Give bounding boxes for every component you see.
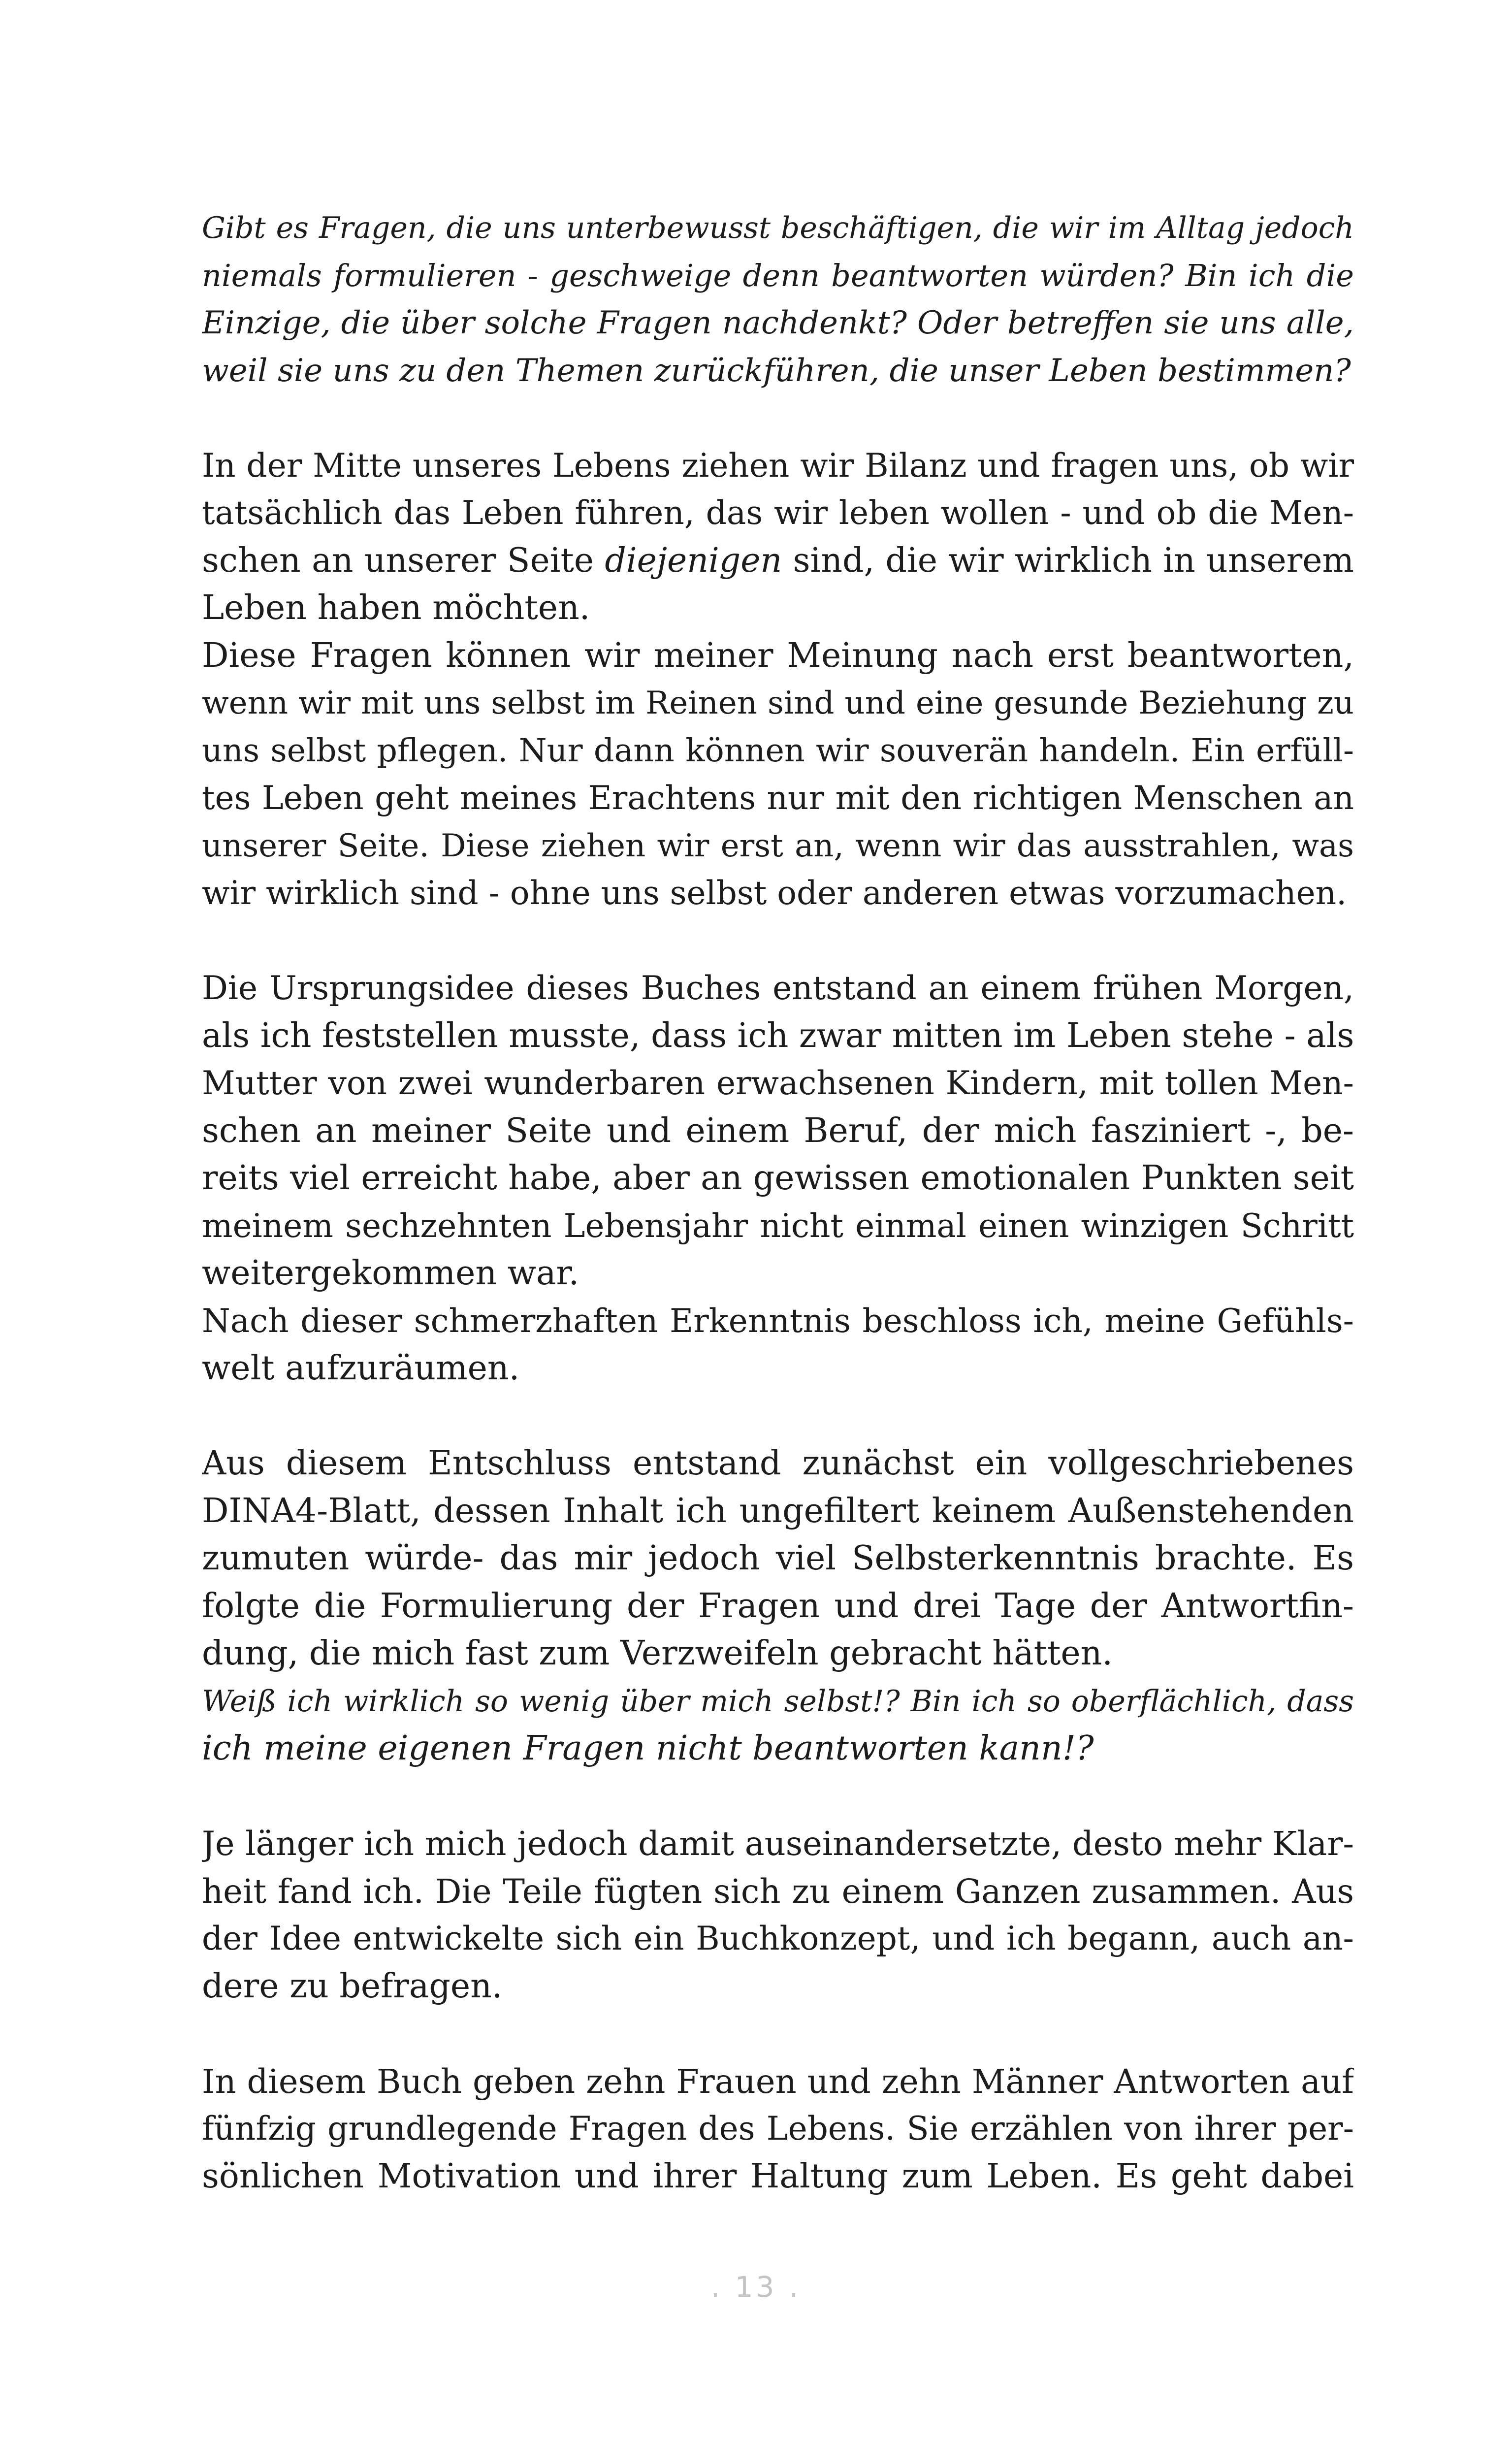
text-line: als ich feststellen musste, dass ich zwar mitten im Leben stehe - als	[202, 1016, 1354, 1055]
text-line: Die Ursprungsidee dieses Buches entstand an einem frühen Morgen,	[202, 969, 1354, 1007]
paragraph-p4	[202, 965, 1354, 1298]
text-line: welt aufzuräumen.	[202, 1349, 520, 1388]
text-line: wenn wir mit uns selbst im Reinen sind und eine gesunde Beziehung zu	[202, 685, 1354, 721]
page-number: . 13 .	[710, 2270, 802, 2304]
text-line: ich meine eigenen Fragen nicht beantworten kann!?	[202, 1729, 1094, 1768]
paragraph-p2	[202, 442, 1354, 632]
text-line: tatsächlich das Leben führen, das wir leben wollen - und ob die Men-	[202, 494, 1354, 532]
text-run: schen an unserer Seite	[202, 541, 605, 580]
text-line: Je länger ich mich jedoch damit auseinandersetzte, desto mehr Klar-	[202, 1824, 1354, 1863]
text-line: dere zu befragen.	[202, 1966, 503, 2006]
text-line: weil sie uns zu den Themen zurückführen, die unser Leben bestimmen?	[202, 352, 1351, 389]
text-line: heit fand ich. Die Teile fügten sich zu einem Ganzen zusammen. Aus	[202, 1872, 1354, 1911]
text-line: Diese Fragen können wir meiner Meinung nach erst beantworten,	[202, 636, 1354, 675]
paragraph-p1	[202, 204, 1354, 394]
paragraph-p3	[202, 632, 1354, 917]
text-line: Leben haben möchten.	[202, 588, 590, 627]
text-line: weitergekommen war.	[202, 1254, 579, 1293]
text-line: meinem sechzehnten Lebensjahr nicht einmal einen winzigen Schritt	[202, 1206, 1354, 1245]
text-line: schen an meiner Seite und einem Beruf, der mich fasziniert -, be-	[202, 1111, 1354, 1150]
text-line: Aus diesem Entschluss entstand zunächst ein vollgeschriebenes	[202, 1444, 1354, 1483]
text-line: zumuten würde- das mir jedoch viel Selbsterkenntnis brachte. Es	[202, 1539, 1354, 1578]
text-line: Einzige, die über solche Fragen nachdenkt? Oder betreffen sie uns alle,	[202, 305, 1354, 341]
text-line: dung, die mich fast zum Verzweifeln gebracht hätten.	[202, 1634, 1113, 1673]
text-line: Nach dieser schmerzhaften Erkenntnis beschloss ich, meine Gefühls-	[202, 1302, 1354, 1340]
body-text	[202, 204, 1354, 2200]
paragraph-p6	[202, 1440, 1354, 1678]
text-line: folgte die Formulierung der Fragen und drei Tage der Antwortfin-	[202, 1586, 1354, 1626]
paragraph-gap	[202, 917, 1354, 965]
text-line	[202, 537, 1354, 585]
paragraph-gap	[202, 1393, 1354, 1440]
text-line: fünfzig grundlegende Fragen des Lebens. Sie erzählen von ihrer per-	[202, 2110, 1354, 2148]
paragraph-p8	[202, 1820, 1354, 2010]
paragraph-p9	[202, 2058, 1354, 2201]
paragraph-p7	[202, 1678, 1354, 1773]
text-line: wir wirklich sind - ohne uns selbst oder anderen etwas vorzumachen.	[202, 874, 1347, 912]
text-line: Gibt es Fragen, die uns unterbewusst beschäftigen, die wir im Alltag jedoch	[202, 211, 1354, 245]
text-line: sönlichen Motivation und ihrer Haltung zum Leben. Es geht dabei	[202, 2156, 1354, 2196]
text-line: In diesem Buch geben zehn Frauen und zehn Männer Antworten auf	[202, 2062, 1354, 2101]
text-line: In der Mitte unseres Lebens ziehen wir Bilanz und fragen uns, ob wir	[202, 446, 1354, 485]
paragraph-gap	[202, 2010, 1354, 2058]
text-line: uns selbst pflegen. Nur dann können wir souverän handeln. Ein erfüll-	[202, 732, 1354, 769]
text-line: Weiß ich wirklich so wenig über mich selbst!? Bin ich so oberflächlich, dass	[202, 1684, 1354, 1719]
paragraph-gap	[202, 1773, 1354, 1821]
text-run: sind, die wir wirklich in unserem	[782, 541, 1354, 580]
text-line: der Idee entwickelte sich ein Buchkonzept, und ich begann, auch an-	[202, 1920, 1354, 1957]
paragraph-p5	[202, 1298, 1354, 1393]
text-line: Mutter von zwei wunderbaren erwachsenen Kindern, mit tollen Men-	[202, 1064, 1354, 1102]
paragraph-gap	[202, 394, 1354, 442]
text-line: reits viel erreicht habe, aber an gewissen emotionalen Punkten seit	[202, 1159, 1354, 1198]
text-line: DINA4-Blatt, dessen Inhalt ich ungefiltert keinem Außenstehenden	[202, 1491, 1354, 1531]
emphasis-text: diejenigen	[605, 541, 782, 580]
text-line: unserer Seite. Diese ziehen wir erst an, wenn wir das ausstrahlen, was	[202, 827, 1354, 864]
text-line: niemals formulieren - geschweige denn beantworten würden? Bin ich die	[202, 257, 1354, 293]
text-line: tes Leben geht meines Erachtens nur mit den richtigen Menschen an	[202, 779, 1354, 817]
